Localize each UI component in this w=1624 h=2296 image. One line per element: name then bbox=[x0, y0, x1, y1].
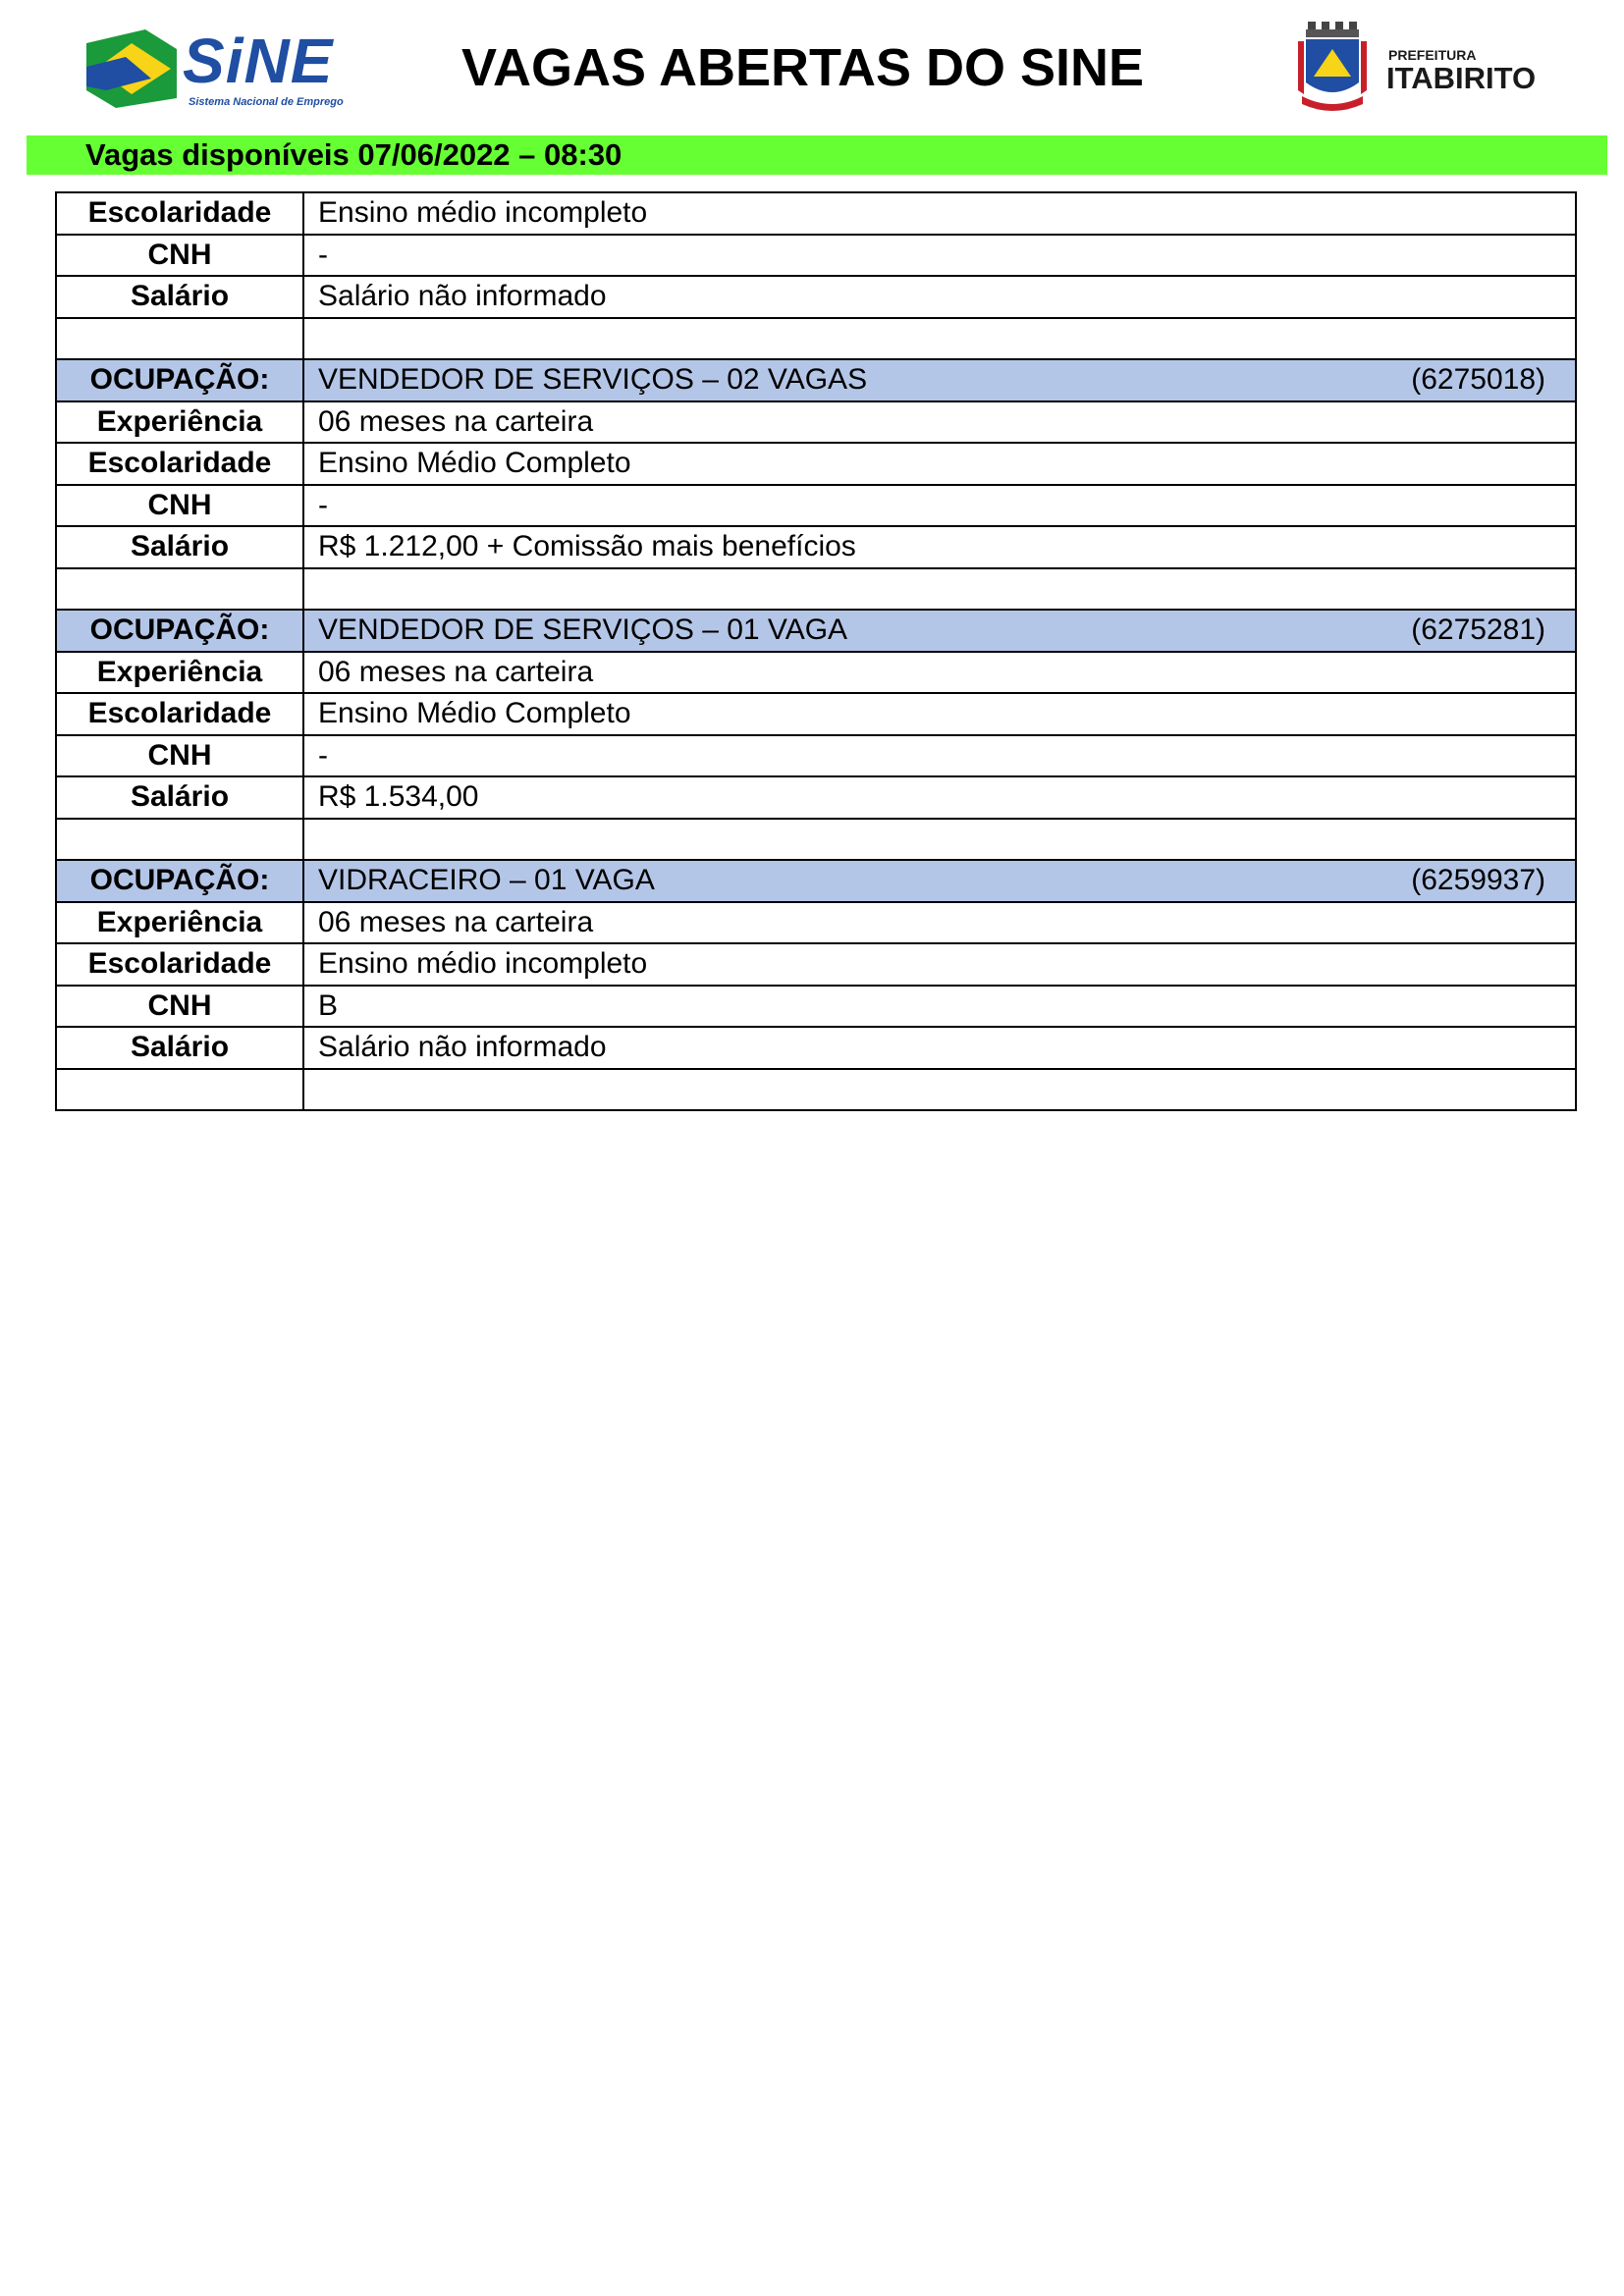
field-value: Ensino Médio Completo bbox=[303, 693, 1576, 735]
field-label bbox=[56, 318, 303, 360]
table-row bbox=[56, 1027, 1576, 1069]
field-label: Salário bbox=[56, 526, 303, 568]
field-value: - bbox=[303, 235, 1576, 277]
field-value bbox=[303, 819, 1576, 861]
job-code: (6259937) bbox=[1411, 864, 1545, 897]
table-row bbox=[56, 943, 1576, 986]
field-label: Experiência bbox=[56, 401, 303, 444]
date-banner-text: Vagas disponíveis 07/06/2022 – 08:30 bbox=[85, 137, 623, 172]
prefeitura-label: PREFEITURA bbox=[1388, 47, 1477, 63]
field-value bbox=[303, 860, 1576, 902]
field-value: - bbox=[303, 485, 1576, 527]
table-row bbox=[56, 276, 1576, 318]
field-label: CNH bbox=[56, 735, 303, 777]
sine-logo bbox=[86, 26, 361, 114]
table-row bbox=[56, 693, 1576, 735]
date-banner bbox=[27, 135, 1607, 175]
field-value bbox=[303, 610, 1576, 652]
field-value: 06 meses na carteira bbox=[303, 401, 1576, 444]
field-label bbox=[56, 1069, 303, 1111]
field-label: Experiência bbox=[56, 902, 303, 944]
table-row bbox=[56, 192, 1576, 235]
table-row bbox=[56, 819, 1576, 861]
field-value: B bbox=[303, 986, 1576, 1028]
field-label: CNH bbox=[56, 485, 303, 527]
occupation-title: VENDEDOR DE SERVIÇOS – 02 VAGAS bbox=[318, 363, 868, 397]
field-label: Escolaridade bbox=[56, 693, 303, 735]
field-label bbox=[56, 819, 303, 861]
field-label: Escolaridade bbox=[56, 192, 303, 235]
table-row bbox=[56, 776, 1576, 819]
field-value: - bbox=[303, 735, 1576, 777]
field-label: OCUPAÇÃO: bbox=[56, 860, 303, 902]
occupation-row bbox=[56, 359, 1576, 401]
job-code: (6275281) bbox=[1411, 614, 1545, 647]
field-value: Ensino médio incompleto bbox=[303, 943, 1576, 986]
table-row bbox=[56, 652, 1576, 694]
field-value: R$ 1.212,00 + Comissão mais benefícios bbox=[303, 526, 1576, 568]
field-label: OCUPAÇÃO: bbox=[56, 359, 303, 401]
occupation-title: VIDRACEIRO – 01 VAGA bbox=[318, 864, 655, 897]
table-row bbox=[56, 1069, 1576, 1111]
sine-wordmark: SiNE bbox=[183, 26, 334, 96]
field-label: Salário bbox=[56, 276, 303, 318]
city-crest-icon bbox=[1294, 22, 1382, 112]
field-label bbox=[56, 568, 303, 611]
table-row bbox=[56, 401, 1576, 444]
prefeitura-logo bbox=[1294, 22, 1540, 112]
page-title: VAGAS ABERTAS DO SINE bbox=[461, 38, 1145, 97]
table-row bbox=[56, 735, 1576, 777]
field-value bbox=[303, 1069, 1576, 1111]
occupation-row bbox=[56, 860, 1576, 902]
field-label: Salário bbox=[56, 1027, 303, 1069]
field-label: Escolaridade bbox=[56, 943, 303, 986]
field-label: CNH bbox=[56, 235, 303, 277]
city-name: ITABIRITO bbox=[1386, 61, 1537, 95]
brazil-flag-icon bbox=[86, 29, 177, 108]
field-label: Escolaridade bbox=[56, 443, 303, 485]
occupation-row bbox=[56, 610, 1576, 652]
table-row bbox=[56, 526, 1576, 568]
field-value: R$ 1.534,00 bbox=[303, 776, 1576, 819]
table-row bbox=[56, 485, 1576, 527]
field-value: 06 meses na carteira bbox=[303, 652, 1576, 694]
sine-subtitle: Sistema Nacional de Emprego bbox=[189, 96, 344, 108]
field-value: Ensino Médio Completo bbox=[303, 443, 1576, 485]
table-row bbox=[56, 318, 1576, 360]
field-value: Ensino médio incompleto bbox=[303, 192, 1576, 235]
occupation-title: VENDEDOR DE SERVIÇOS – 01 VAGA bbox=[318, 614, 848, 647]
field-value: 06 meses na carteira bbox=[303, 902, 1576, 944]
field-value: Salário não informado bbox=[303, 1027, 1576, 1069]
field-value bbox=[303, 568, 1576, 611]
field-label: Experiência bbox=[56, 652, 303, 694]
field-label: OCUPAÇÃO: bbox=[56, 610, 303, 652]
field-value bbox=[303, 359, 1576, 401]
field-value: Salário não informado bbox=[303, 276, 1576, 318]
job-code: (6275018) bbox=[1411, 363, 1545, 397]
job-table bbox=[55, 191, 1577, 1111]
field-label: Salário bbox=[56, 776, 303, 819]
table-row bbox=[56, 235, 1576, 277]
table-row bbox=[56, 568, 1576, 611]
field-label: CNH bbox=[56, 986, 303, 1028]
table-row bbox=[56, 986, 1576, 1028]
field-value bbox=[303, 318, 1576, 360]
page-header bbox=[0, 0, 1624, 133]
table-row bbox=[56, 902, 1576, 944]
table-row bbox=[56, 443, 1576, 485]
